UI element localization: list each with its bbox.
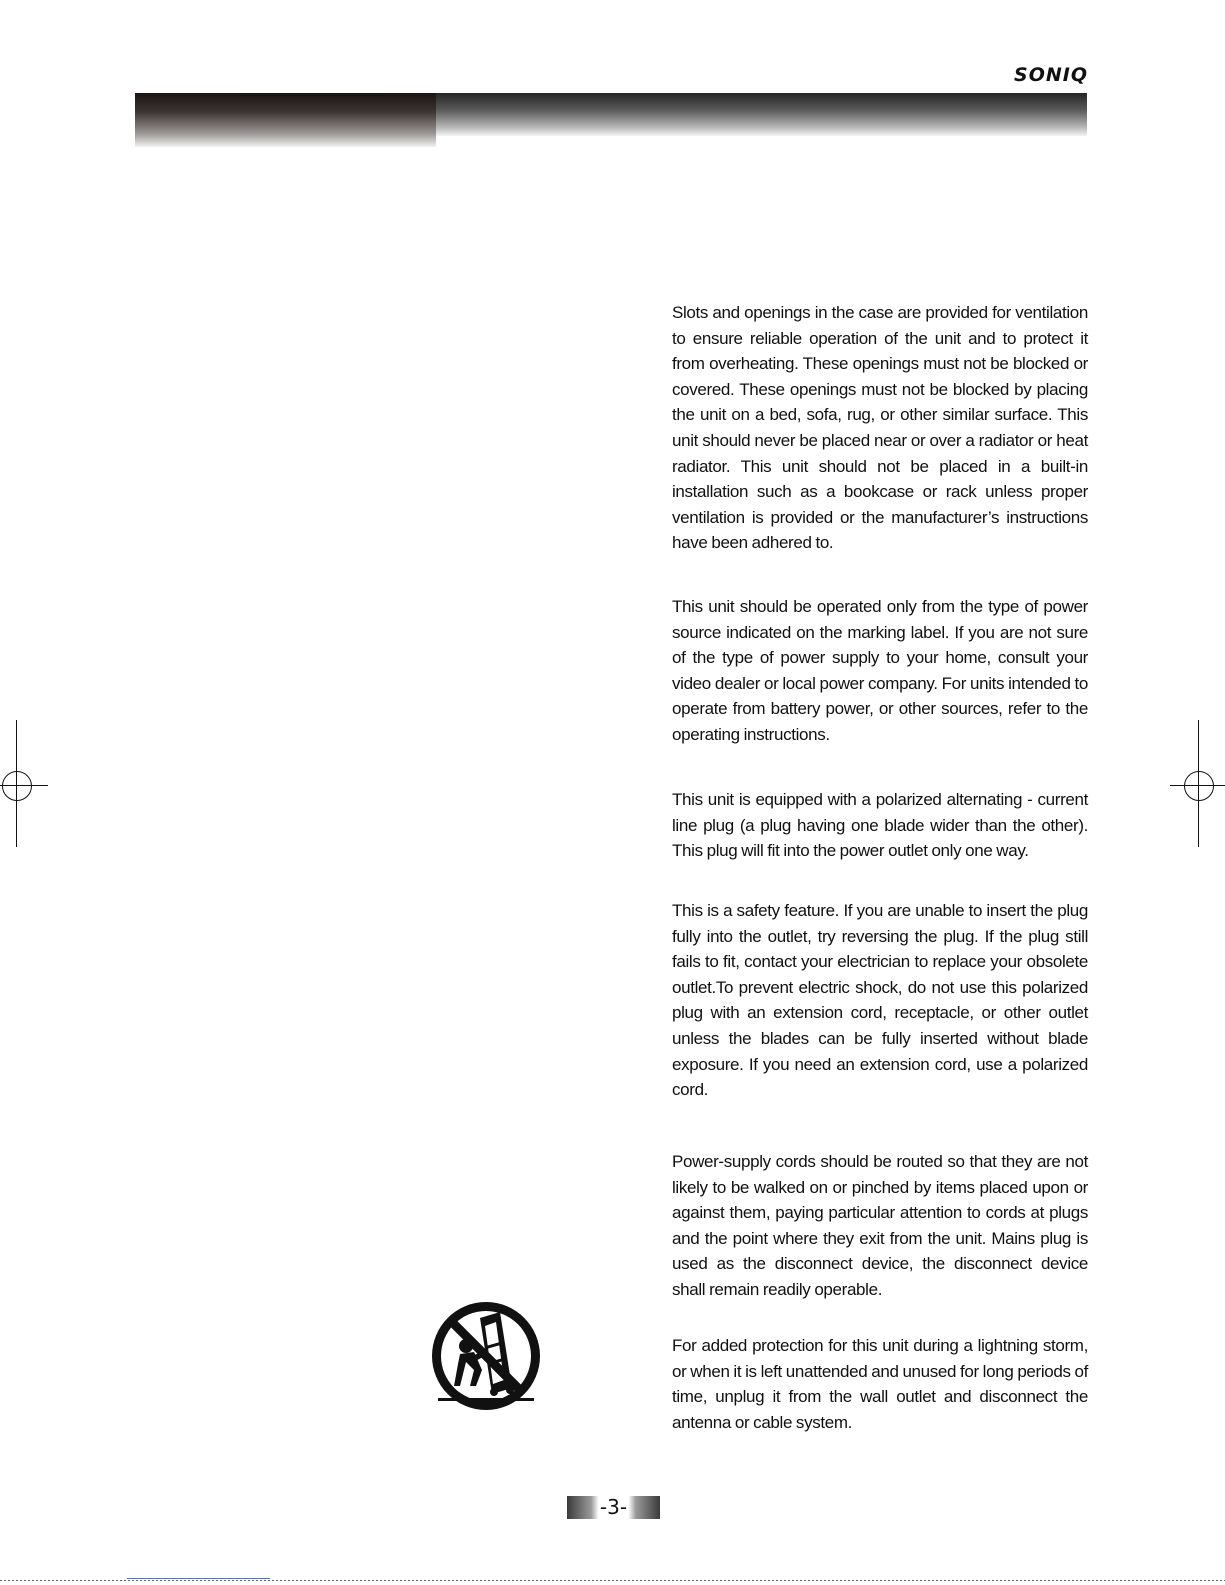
registration-mark-icon bbox=[1184, 771, 1214, 801]
footer-rule bbox=[127, 1578, 270, 1579]
power-cord-paragraph: Power-supply cords should be routed so that they are not likely to be walked on or pinched by items placed upon or against them, paying particular attention to cords at plugs and the point where they exit from the unit. Mains plug is used as the disconnect device, the disconnect device shall remain readily operable. bbox=[672, 1152, 1088, 1299]
lightning-paragraph: For added protection for this unit during a lightning storm, or when it is left unattended and unused for long periods of time, unplug it from the wall outlet and disconnect the antenna or cable system. bbox=[672, 1336, 1088, 1432]
power-source-paragraph: This unit should be operated only from the type of power source indicated on the marking label. If you are not sure of the type of power supply to your home, consult your video dealer or local power company. For units intended to operate from battery power, or other sources, refer to the operating instructions. bbox=[672, 597, 1088, 744]
no-cart-tipover-icon bbox=[430, 1300, 542, 1412]
brand-logo: SONIQ bbox=[1014, 64, 1088, 86]
footer-dotted-rule bbox=[0, 1580, 1225, 1581]
page-number-badge bbox=[567, 1496, 660, 1519]
ventilation-paragraph: Slots and openings in the case are provided for ventilation to ensure reliable operation of the unit and to protect it from overheating. These openings must not be blocked or covered. These openings must not be blocked by placing the unit on a bed, sofa, rug, or other similar surface. This unit should never be placed near or over a radiator or heat radiator. This unit should not be placed in a built-in installation such as a bookcase or rack unless proper ventilation is provided or the manufacturer’s instructions have been adhered to. bbox=[672, 303, 1088, 553]
registration-mark-icon bbox=[2, 771, 32, 801]
polarization-paragraph: This unit is equipped with a polarized alternating - current line plug (a plug having one blade wider than the other). This plug will fit into the power outlet only one way. bbox=[672, 790, 1088, 861]
header-bar-gradient bbox=[436, 93, 1087, 136]
safety-feature-paragraph: This is a safety feature. If you are unable to insert the plug fully into the outlet, try reversing the plug. If the plug still fails to fit, contact your electrician to replace your obsolete outlet.To prevent electric shock, do not use this polarized plug with an extension cord, receptacle, or other outlet unless the blades can be fully inserted without blade exposure. If you need an extension cord, use a polarized cord. bbox=[672, 901, 1088, 1100]
header-bar-dark-tab bbox=[135, 93, 436, 147]
page-number: -3- bbox=[599, 1495, 628, 1519]
